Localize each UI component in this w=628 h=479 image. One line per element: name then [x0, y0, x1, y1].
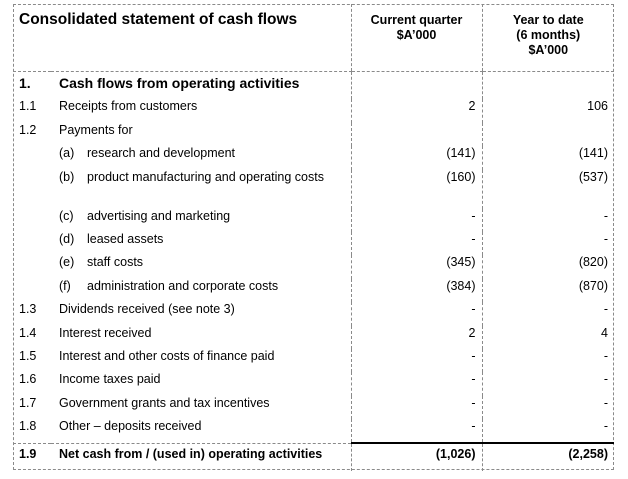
sub-item-letter: (c) [59, 208, 74, 223]
sub-item-text: staff costs [87, 255, 144, 270]
table-row [13, 146, 614, 169]
row-number [13, 146, 51, 169]
sub-item-text: advertising and marketing [87, 208, 231, 223]
current-quarter-value: - [351, 302, 482, 325]
table-row [13, 99, 614, 122]
current-quarter-header [351, 4, 482, 72]
statement-title: Consolidated statement of cash flows [13, 4, 351, 72]
table-row [13, 123, 614, 146]
year-to-date-period: (6 months) [516, 28, 581, 42]
year-to-date-value: - [482, 232, 614, 255]
year-to-date-value: - [482, 419, 614, 443]
row-label: Receipts from customers [59, 99, 198, 114]
sub-item-letter: (e) [59, 255, 75, 270]
current-quarter-value: - [351, 372, 482, 395]
current-quarter-value: - [351, 396, 482, 419]
sub-item-label [51, 170, 351, 209]
row-number [13, 232, 51, 255]
year-to-date-unit: $A’000 [528, 43, 569, 57]
current-quarter-value: (384) [351, 279, 482, 302]
table-row [13, 349, 614, 372]
year-to-date-value: - [482, 349, 614, 372]
row-number: 1.7 [19, 395, 37, 410]
row-number: 1.6 [19, 372, 37, 387]
year-to-date-value: (537) [482, 170, 614, 209]
table-row [13, 279, 614, 302]
sub-item-text: leased assets [87, 231, 164, 246]
row-number [13, 170, 51, 209]
sub-item-letter: (f) [59, 278, 71, 293]
year-to-date-value [482, 123, 614, 146]
current-quarter-value [351, 123, 482, 146]
row-number: 1.4 [19, 325, 37, 340]
table-row [13, 302, 614, 325]
sub-item-letter: (d) [59, 231, 75, 246]
year-to-date-value: - [482, 209, 614, 232]
total-number: 1.9 [13, 443, 51, 470]
section-row [13, 72, 614, 100]
year-to-date-value: 106 [482, 99, 614, 122]
row-label: Other – deposits received [59, 419, 202, 434]
current-quarter-value: (141) [351, 146, 482, 169]
year-to-date-value: (870) [482, 279, 614, 302]
cash-flow-table [13, 4, 614, 471]
sub-item-label [51, 279, 351, 302]
sub-item-text: administration and corporate costs [87, 278, 279, 293]
current-quarter-unit: $A’000 [396, 28, 437, 42]
row-label: Interest and other costs of finance paid [59, 348, 275, 363]
total-year-to-date: (2,258) [482, 443, 614, 470]
row-number: 1.3 [19, 302, 37, 317]
row-label: Government grants and tax incentives [59, 395, 270, 410]
section-number: 1. [19, 75, 31, 91]
row-label: Income taxes paid [59, 372, 161, 387]
table-row [13, 255, 614, 278]
sub-item-text: research and development [87, 146, 236, 161]
current-quarter-value: - [351, 419, 482, 443]
sub-item-label [51, 146, 351, 169]
year-to-date-value: (141) [482, 146, 614, 169]
year-to-date-label: Year to date [512, 13, 584, 27]
current-quarter-value: - [351, 232, 482, 255]
section-title: Cash flows from operating activities [59, 75, 300, 91]
current-quarter-value: (160) [351, 170, 482, 209]
total-row [13, 443, 614, 470]
table-row [13, 372, 614, 395]
row-number [13, 255, 51, 278]
row-number: 1.8 [19, 419, 37, 434]
row-label: Interest received [59, 325, 152, 340]
year-to-date-value: (820) [482, 255, 614, 278]
year-to-date-header [482, 4, 614, 72]
row-label: Payments for [59, 122, 133, 137]
sub-item-label [51, 209, 351, 232]
table-row [13, 209, 614, 232]
sub-item-label [51, 255, 351, 278]
row-number: 1.2 [19, 122, 37, 137]
current-quarter-value: 2 [351, 99, 482, 122]
current-quarter-value: - [351, 349, 482, 372]
row-number: 1.1 [19, 99, 37, 114]
sub-item-letter: (b) [59, 169, 75, 184]
row-number: 1.5 [19, 348, 37, 363]
table-row [13, 326, 614, 349]
sub-item-text: product manufacturing and operating costs [87, 169, 324, 184]
current-quarter-value: - [351, 209, 482, 232]
row-label: Dividends received (see note 3) [59, 302, 235, 317]
table-row [13, 419, 614, 443]
row-number [13, 279, 51, 302]
current-quarter-label: Current quarter [370, 13, 463, 27]
table-row [13, 396, 614, 419]
total-label: Net cash from / (used in) operating activities [51, 443, 351, 470]
year-to-date-value: - [482, 302, 614, 325]
year-to-date-value: - [482, 396, 614, 419]
sub-item-label [51, 232, 351, 255]
cash-flow-rows [13, 99, 614, 443]
current-quarter-value: (345) [351, 255, 482, 278]
table-row [13, 170, 614, 209]
year-to-date-value: 4 [482, 326, 614, 349]
current-quarter-value: 2 [351, 326, 482, 349]
year-to-date-value: - [482, 372, 614, 395]
table-row [13, 232, 614, 255]
total-current-quarter: (1,026) [351, 443, 482, 470]
sub-item-letter: (a) [59, 146, 75, 161]
row-number [13, 209, 51, 232]
table-header-row [13, 4, 614, 72]
